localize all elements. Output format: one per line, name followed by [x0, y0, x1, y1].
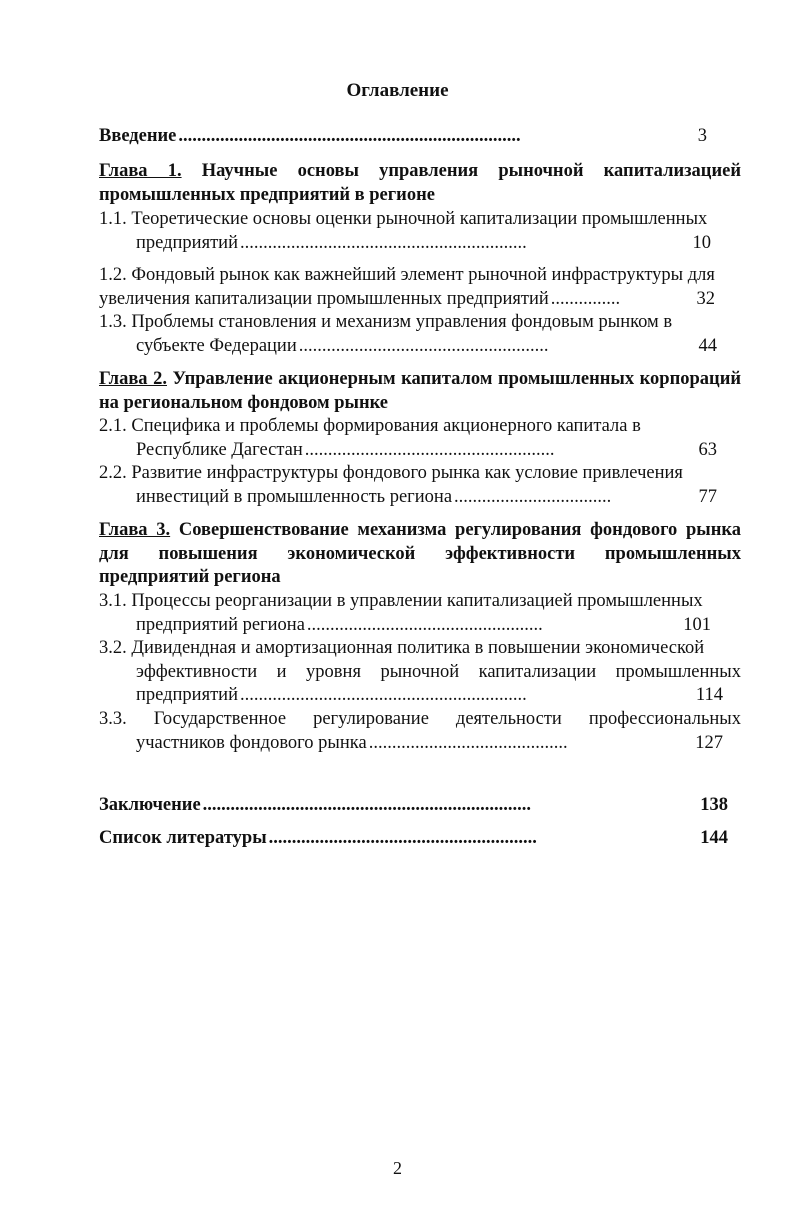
section-title: 2.1. Специфика и проблемы формирования акционерного капитала в	[99, 416, 641, 436]
dot-leader: ..........................................................................	[178, 126, 521, 146]
dot-leader: ......................................................	[304, 439, 555, 460]
section-title: 3.3. Государственное регулирование деятельности профессиональных	[99, 709, 741, 729]
section-title-cont: увеличения капитализации промышленных предприятий	[99, 288, 549, 309]
page-number: 2	[393, 1158, 402, 1178]
toc-section-3-2[interactable]	[99, 637, 741, 708]
page-ref: 32	[696, 288, 715, 309]
dot-leader: ...................................................	[306, 614, 543, 635]
section-title: 1.3. Проблемы становления и механизм управления фондовым рынком в	[99, 312, 673, 332]
toc-chapter-3[interactable]	[99, 519, 741, 590]
section-title: 1.2. Фондовый рынок как важнейший элемент рыночной инфраструктуры для	[99, 265, 715, 285]
toc-entry-conclusion[interactable]	[99, 794, 741, 818]
toc-chapter-2[interactable]	[99, 368, 741, 415]
toc-section-2-1[interactable]	[99, 415, 741, 462]
toc-title: Оглавление	[346, 80, 449, 101]
toc-section-1-2[interactable]	[99, 264, 741, 311]
section-title-cont: предприятий региона	[136, 614, 305, 635]
chapter-title: Совершенствование механизма регулирования фондового рынка для повышения экономической эффективности промышленных предприятий региона	[99, 520, 742, 587]
toc-section-2-2[interactable]	[99, 462, 741, 509]
section-title-cont: Республике Дагестан	[136, 439, 303, 460]
page-ref: 138	[700, 795, 728, 815]
page-ref: 3	[697, 126, 707, 146]
section-title-cont: субъекте Федерации	[136, 335, 297, 356]
dot-leader: ......................................................	[298, 335, 549, 356]
page-ref: 127	[695, 732, 723, 753]
page-ref: 44	[698, 335, 717, 356]
toc-entry-literature[interactable]	[99, 827, 741, 851]
toc-section-3-3[interactable]	[99, 708, 741, 755]
dot-leader: ..................................	[454, 486, 612, 507]
toc-entry-intro[interactable]	[99, 125, 741, 149]
page-ref: 114	[695, 685, 723, 705]
section-title: 3.1. Процессы реорганизации в управлении капитализацией промышленных	[99, 591, 703, 611]
chapter-label: Глава 1.	[99, 161, 182, 181]
toc-section-3-1[interactable]	[99, 590, 741, 637]
section-title: 3.2. Дивидендная и амортизационная политика в повышении экономической	[99, 638, 705, 658]
page-ref: 77	[698, 486, 717, 507]
toc-section-1-1[interactable]	[99, 208, 741, 255]
section-title: 2.2. Развитие инфраструктуры фондового рынка как условие привлечения	[99, 463, 683, 483]
section-title-cont: предприятий	[136, 232, 238, 253]
toc-chapter-1[interactable]	[99, 160, 741, 207]
section-title-cont: участников фондового рынка	[136, 732, 367, 753]
section-title: 1.1. Теоретические основы оценки рыночной капитализации промышленных	[99, 209, 708, 229]
entry-label: Заключение	[99, 795, 201, 815]
dot-leader: ..............................................................	[239, 685, 527, 705]
section-title-cont: предприятий	[136, 685, 238, 705]
dot-leader: .......................................................................	[202, 795, 532, 815]
chapter-label: Глава 3.	[99, 520, 171, 540]
entry-label: Введение	[99, 126, 177, 146]
page-ref: 63	[698, 439, 717, 460]
chapter-title: Управление акционерным капиталом промышленных корпораций на региональном фондовом рынке	[99, 369, 742, 413]
section-title-cont: инвестиций в промышленность региона	[136, 486, 453, 507]
page-ref: 10	[692, 232, 711, 253]
page-ref: 144	[700, 828, 728, 848]
entry-label: Список литературы	[99, 828, 267, 848]
dot-leader: ..........................................................	[268, 828, 537, 848]
page-ref: 101	[683, 614, 711, 635]
dot-leader: ..............................................................	[239, 232, 527, 253]
chapter-title: Научные основы управления рыночной капитализацией промышленных предприятий в регионе	[99, 161, 741, 205]
dot-leader: ...........................................	[368, 732, 568, 753]
toc-section-1-3[interactable]	[99, 311, 741, 358]
chapter-label: Глава 2.	[99, 369, 167, 389]
section-title-cont: эффективности и уровня рыночной капитализации промышленных	[136, 661, 741, 682]
dot-leader: ...............	[550, 288, 621, 309]
